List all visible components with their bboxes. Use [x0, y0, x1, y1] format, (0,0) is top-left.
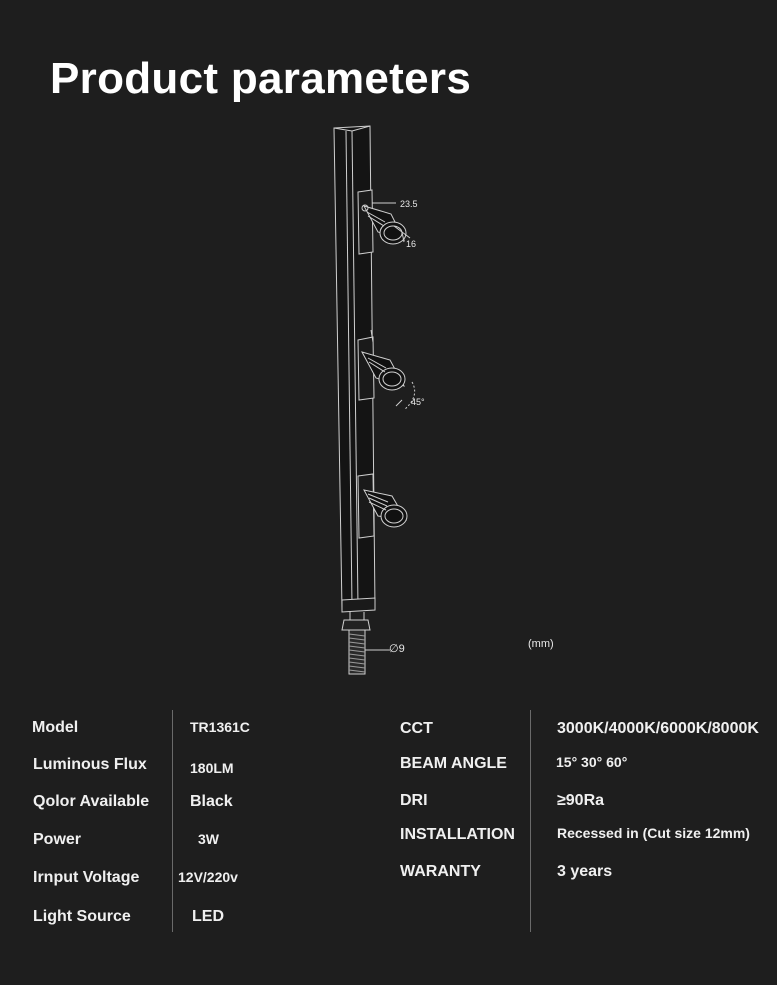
- spec-value-color: Black: [190, 793, 233, 810]
- dim-head-depth: 16: [406, 239, 417, 249]
- lamp-head-1: [358, 190, 373, 254]
- separator-right: [530, 710, 531, 932]
- nut: [342, 620, 370, 630]
- spec-label-power: Power: [33, 831, 82, 848]
- spec-label-luminous-flux: Luminous Flux: [33, 756, 147, 773]
- lamp-head-3: [358, 474, 374, 538]
- spec-label-dri: DRI: [400, 792, 428, 809]
- spec-value-power: 3W: [198, 831, 219, 847]
- page-title: Product parameters: [50, 54, 472, 103]
- spec-label-model: Model: [32, 719, 79, 736]
- spec-label-light-source: Light Source: [33, 908, 131, 925]
- spec-label-beam-angle: BEAM ANGLE: [400, 755, 507, 772]
- spec-label-color: Qolor Available: [33, 793, 150, 810]
- spec-label-installation: INSTALLATION: [400, 826, 515, 843]
- spec-value-cct: 3000K/4000K/6000K/8000K: [557, 720, 759, 737]
- spec-value-light-source: LED: [192, 908, 224, 925]
- dim-head-width: 23.5: [400, 199, 418, 209]
- spec-label-cct: CCT: [400, 720, 433, 737]
- spec-label-input-voltage: Irnput Voltage: [33, 869, 140, 886]
- dim-rotation: 45°: [411, 397, 425, 407]
- separator-left: [172, 710, 173, 932]
- unit-label: (mm): [528, 638, 554, 650]
- spec-value-model: TR1361C: [190, 719, 250, 735]
- spec-value-luminous-flux: 180LM: [190, 760, 234, 776]
- spec-value-input-voltage: 12V/220v: [178, 869, 238, 885]
- spec-value-installation: Recessed in (Cut size 12mm): [557, 825, 750, 841]
- spec-value-beam-angle: 15° 30° 60°: [556, 754, 628, 770]
- spec-label-warranty: WARANTY: [400, 863, 481, 880]
- spec-value-dri: ≥90Ra: [557, 792, 605, 809]
- spec-value-warranty: 3 years: [557, 863, 613, 880]
- dim-thread: ∅9: [389, 643, 405, 655]
